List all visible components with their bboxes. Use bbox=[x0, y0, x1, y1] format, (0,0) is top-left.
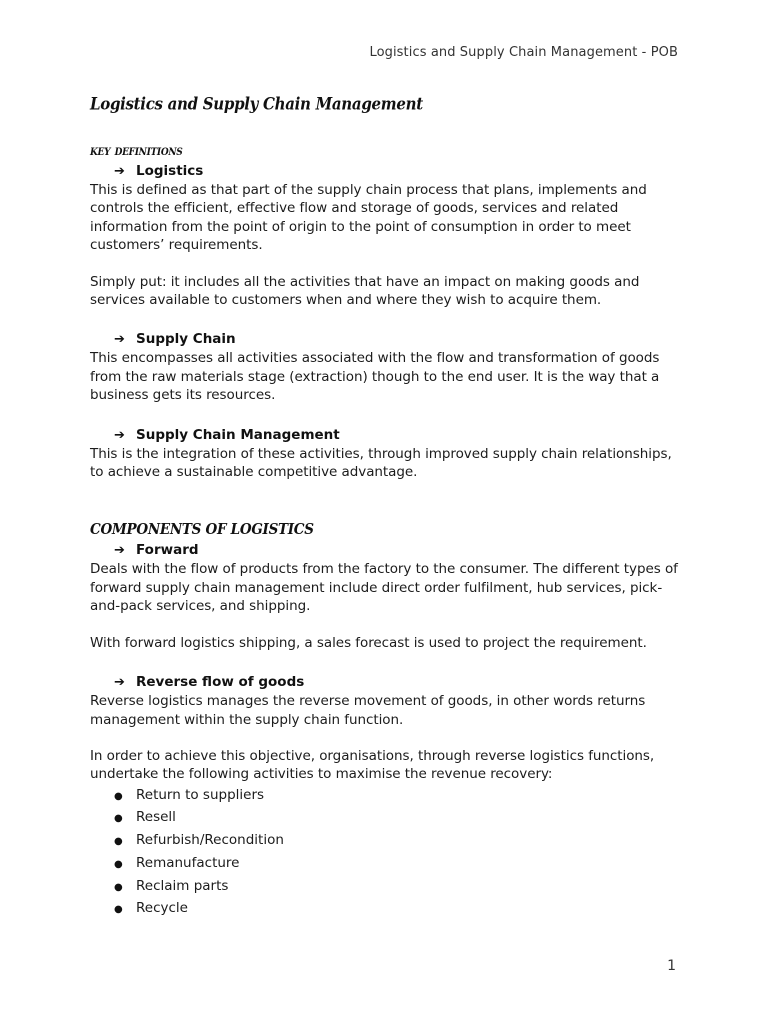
list-item-text: Recycle bbox=[136, 900, 188, 917]
definition-paragraph: This is defined as that part of the supply chain process that plans, implements and controls the efficient, effective flow and storage of goods, services and related information from the point of origin to the point of consumption in order to meet customers’ requirements. bbox=[90, 182, 647, 254]
arrow-right-icon: ➔ bbox=[114, 675, 125, 691]
component-label: Forward bbox=[136, 542, 199, 559]
document-body bbox=[90, 94, 682, 921]
list-item bbox=[114, 853, 682, 876]
definition-logistics-heading bbox=[114, 163, 682, 179]
list-item bbox=[114, 830, 682, 853]
component-paragraph: Reverse logistics manages the reverse movement of goods, in other words returns management within the supply chain function. bbox=[90, 693, 646, 728]
bullet-icon: ● bbox=[114, 904, 123, 916]
list-item bbox=[114, 876, 682, 899]
list-item-text: Remanufacture bbox=[136, 854, 240, 871]
bullet-icon: ● bbox=[114, 881, 123, 893]
list-item bbox=[114, 898, 682, 921]
reverse-activities-list bbox=[90, 785, 682, 921]
section-heading-components: COMPONENTS OF LOGISTICS bbox=[90, 521, 314, 540]
list-item-text: Reclaim parts bbox=[136, 877, 229, 894]
section-heading-key-definitions: key definitions bbox=[90, 142, 183, 160]
list-item bbox=[114, 785, 682, 808]
bullet-icon: ● bbox=[114, 836, 123, 848]
list-item-text: Resell bbox=[136, 809, 176, 826]
arrow-right-icon: ➔ bbox=[114, 164, 125, 179]
list-item bbox=[114, 807, 682, 830]
document-title: Logistics and Supply Chain Management bbox=[90, 94, 423, 115]
running-header: Logistics and Supply Chain Management - POB bbox=[369, 45, 678, 60]
component-paragraph: With forward logistics shipping, a sales forecast is used to project the requirement. bbox=[90, 634, 647, 651]
definition-scm-heading bbox=[114, 427, 682, 443]
list-item-text: Return to suppliers bbox=[136, 786, 265, 803]
definition-label: Supply Chain bbox=[136, 331, 236, 348]
arrow-right-icon: ➔ bbox=[114, 427, 125, 443]
component-label: Reverse flow of goods bbox=[136, 674, 305, 691]
component-paragraph: In order to achieve this objective, organisations, through reverse logistics functions, undertake the following activities to maximise the revenue recovery: bbox=[90, 747, 655, 783]
component-forward-heading bbox=[114, 542, 682, 558]
definition-paragraph: This encompasses all activities associated with the flow and transformation of goods from the raw materials stage (extraction) though to the end user. It is the way that a business gets its resources. bbox=[90, 350, 660, 404]
arrow-right-icon: ➔ bbox=[114, 332, 125, 348]
definition-label: Logistics bbox=[136, 163, 204, 179]
definition-paragraph: This is the integration of these activities, through improved supply chain relationships, to achieve a sustainable competitive advantage. bbox=[90, 445, 672, 481]
definition-paragraph: Simply put: it includes all the activities that have an impact on making goods and services available to customers when and where they wish to acquire them. bbox=[90, 273, 640, 309]
page-number: 1 bbox=[667, 958, 676, 974]
list-item-text: Refurbish/Recondition bbox=[136, 832, 284, 849]
bullet-icon: ● bbox=[114, 858, 123, 870]
bullet-icon: ● bbox=[114, 790, 123, 802]
definition-label: Supply Chain Management bbox=[136, 426, 340, 443]
component-paragraph: Deals with the flow of products from the factory to the consumer. The different types of forward supply chain management include direct order fulfilment, hub services, pick-and-pack services, and shipping. bbox=[90, 561, 678, 615]
bullet-icon: ● bbox=[114, 813, 123, 825]
component-reverse-heading bbox=[114, 674, 682, 690]
arrow-right-icon: ➔ bbox=[114, 543, 125, 559]
definition-supply-chain-heading bbox=[114, 331, 682, 347]
